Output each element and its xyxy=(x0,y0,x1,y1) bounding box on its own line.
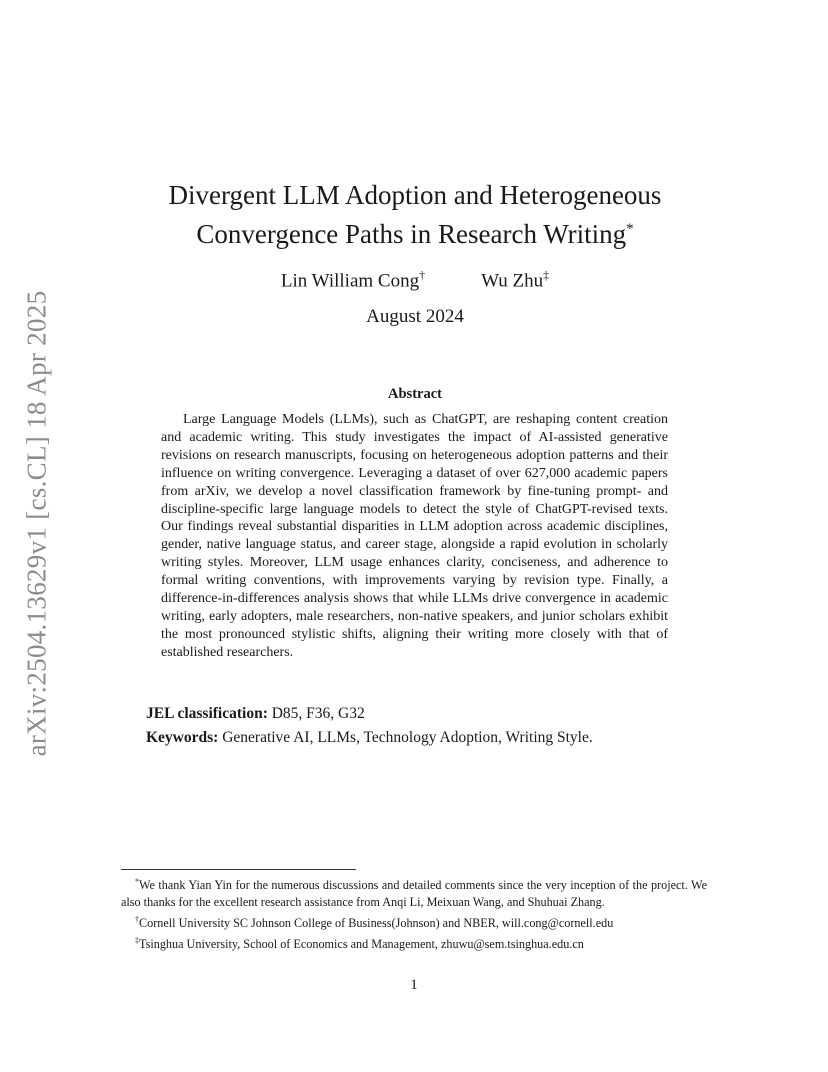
jel-codes: D85, F36, G32 xyxy=(271,705,365,722)
footnote-1-text: We thank Yian Yin for the numerous discussions and detailed comments since the very inception of the project. We also thanks for the excellent research assistance from Anqi Li, Meixuan Wang, and Shuhuai Zhang. xyxy=(121,878,707,910)
footnote-2 xyxy=(121,911,707,932)
keywords xyxy=(146,729,706,747)
footnotes xyxy=(121,873,707,953)
footnote-1-mark: * xyxy=(135,877,139,886)
page-number: 1 xyxy=(410,977,418,993)
abstract-text: Large Language Models (LLMs), such as ChatGPT, are reshaping content creation and academic writing. This study investigates the impact of AI-assisted generative revisions on research manuscripts, focusing on heterogeneous adoption patterns and their influence on writing convergence. Leveraging a dataset of over 627,000 academic papers from arXiv, we develop a novel classification framework by fine-tuning prompt- and discipline-specific large language models to detect the style of ChatGPT-revised texts. Our findings reveal substantial disparities in LLM adoption across academic disciplines, gender, native language status, and career stage, alongside a rapid evolution in scholarly writing styles. Moreover, LLM usage enhances clarity, conciseness, and adherence to formal writing conventions, with improvements varying by revision type. Finally, a difference-in-differences analysis shows that while LLMs drive convergence in academic writing, early adopters, male researchers, non-native speakers, and junior scholars exhibit the most pronounced stylistic shifts, aligning their writing more closely with that of established researchers. xyxy=(161,412,668,660)
footnote-3 xyxy=(121,932,707,953)
footnote-3-text: Tsinghua University, School of Economics and Management, zhuwu@sem.tsinghua.edu.cn xyxy=(139,937,584,952)
title-footnote-mark: * xyxy=(626,221,634,237)
arxiv-identifier-text: arXiv:2504.13629v1 [cs.CL] 18 Apr 2025 xyxy=(21,290,52,756)
keywords-value: Generative AI, LLMs, Technology Adoption, Writing Style. xyxy=(222,729,593,746)
keywords-label: Keywords: xyxy=(146,729,219,746)
footnote-2-mark: † xyxy=(135,915,139,925)
title-line-1: Divergent LLM Adoption and Heterogeneous xyxy=(168,180,662,210)
author-1-name: Lin William Cong xyxy=(280,270,420,292)
author-1 xyxy=(281,268,425,292)
abstract-heading: Abstract xyxy=(388,386,442,402)
footnote-divider xyxy=(121,869,356,870)
footnote-3-mark: ‡ xyxy=(135,936,139,946)
footnote-1 xyxy=(121,873,707,911)
author-list xyxy=(120,268,710,292)
paper-title xyxy=(120,178,710,251)
jel-classification xyxy=(146,705,706,723)
author-2-name: Wu Zhu xyxy=(481,270,544,292)
author-2 xyxy=(481,268,549,292)
author-1-mark: † xyxy=(419,268,426,282)
jel-label: JEL classification: xyxy=(146,705,268,722)
author-2-mark: ‡ xyxy=(543,268,550,282)
title-line-2: Convergence Paths in Research Writing xyxy=(196,219,627,249)
footnote-2-text: Cornell University SC Johnson College of Business(Johnson) and NBER, will.cong@cornell.edu xyxy=(139,916,614,931)
arxiv-identifier xyxy=(14,288,60,758)
publication-date: August 2024 xyxy=(366,306,464,327)
